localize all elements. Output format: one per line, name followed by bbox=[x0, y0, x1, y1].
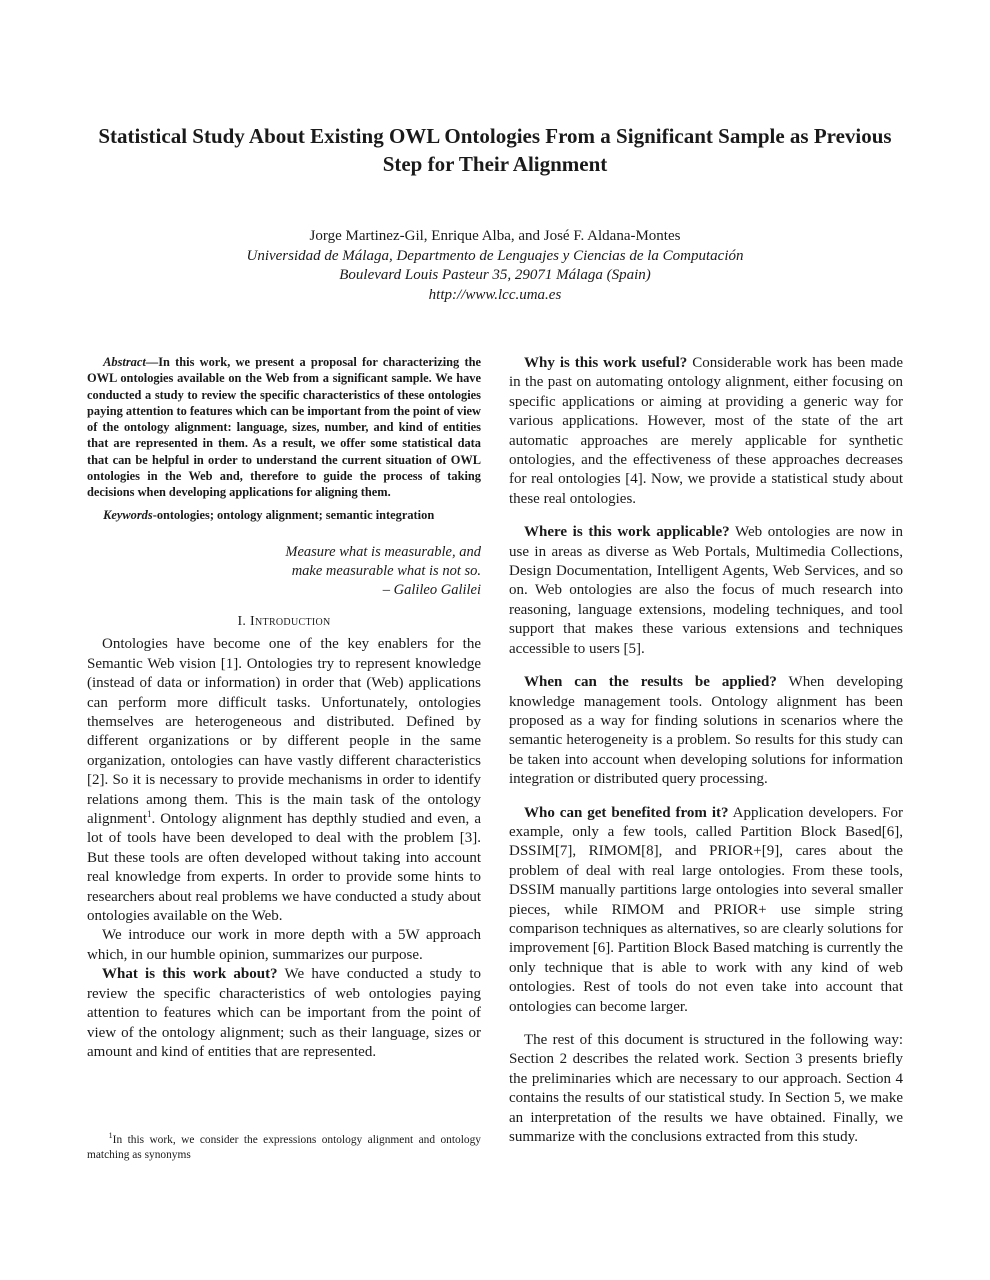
author-names: Jorge Martinez-Gil, Enrique Alba, and José F. Aldana-Montes bbox=[309, 228, 681, 244]
footnote-mark: 1 bbox=[108, 1131, 113, 1141]
what-question: What is this work about? bbox=[102, 966, 278, 983]
right-column bbox=[509, 354, 903, 1147]
epigraph-attribution: – Galileo Galilei bbox=[382, 581, 481, 598]
section-heading-introduction bbox=[87, 612, 481, 631]
when-text: When developing knowledge management tools. Ontology alignment has been proposed as a way for finding solutions in scenarios where the semantic heterogeneity is a problem. So results for this study can be taken into account when developing solutions for information integration or distributed query processing. bbox=[509, 674, 903, 788]
epigraph-line-2: make measurable what is not so. bbox=[291, 562, 481, 579]
where-paragraph bbox=[509, 523, 903, 659]
where-question: Where is this work applicable? bbox=[524, 524, 730, 541]
intro-paragraph-2: We introduce our work in more depth with a 5W approach which, in our humble opinion, summarizes our purpose. bbox=[87, 927, 481, 963]
intro-paragraph-1-part-b: . Ontology alignment has depthly studied and even, a lot of tools have been developed to deal with the problem [3]. But these tools are often developed without taking into account real knowledge from experts. In order to provide some hints to researchers about real problems we have conducted a study about ontologies available on the Web. bbox=[87, 811, 481, 925]
keywords bbox=[87, 507, 481, 523]
who-paragraph bbox=[509, 804, 903, 1017]
epigraph bbox=[87, 543, 481, 600]
footnote-text: In this work, we consider the expressions ontology alignment and ontology matching as synonyms bbox=[87, 1134, 481, 1161]
author-block bbox=[90, 227, 900, 305]
where-text: Web ontologies are now in use in areas as diverse as Web Portals, Multimedia Collections, Design Documentation, Intelligent Agents, Web Services, and so on. Web ontologies are also the focus of much research into reasoning, language extensions, modeling techniques, and tool support that makes these various extensions and techniques accessible to users [5]. bbox=[509, 524, 903, 657]
why-text: Considerable work has been made in the past on automating ontology alignment, either focusing on specific applications or aiming at providing a generic way for various applications. However, most of the state of the art automatic approaches are merely applicable for synthetic ontologies, and the effectiveness of these approaches decreases for real ontologies [4]. Now, we provide a statistical study about these real ontologies. bbox=[509, 355, 903, 507]
why-paragraph bbox=[509, 354, 903, 509]
section-title: Introduction bbox=[250, 613, 331, 629]
what-paragraph bbox=[87, 965, 481, 1062]
epigraph-line-1: Measure what is measurable, and bbox=[285, 543, 481, 560]
section-numeral: I. bbox=[237, 613, 247, 629]
footnote-ref[interactable]: 1 bbox=[147, 809, 152, 820]
author-url[interactable]: http://www.lcc.uma.es bbox=[428, 286, 562, 303]
who-text: Application developers. For example, only a few tools, called Partition Block Based[6], DSSIM[7], RIMOM[8], and PRIOR+[9], cares about the problem of deal with real large ontologies. From these tools, DSSIM manually partitions large ontologies into several smaller pieces, while RIMOM and PRIOR+ use simple string comparison techniques as alternatives, so are clearly solutions for improvement [6]. Partition Block Based matching is currently the only technique that is able to work with any kind of web ontologies. Rest of tools do not even take into account that ontologies can become larger. bbox=[509, 804, 903, 1015]
paper-title: Statistical Study About Existing OWL Ontologies From a Significant Sample as Previous Step for Their Alignment bbox=[98, 124, 892, 176]
what-text: We have conducted a study to review the specific characteristics of web ontologies paying attention to features which can be important from the point of view of the ontology alignment; such as their language, sizes or amount and kind of entities that are represented. bbox=[87, 966, 481, 1060]
keywords-text: -ontologies; ontology alignment; semantic integration bbox=[152, 507, 435, 522]
intro-paragraph-1 bbox=[87, 635, 481, 926]
who-question: Who can get benefited from it? bbox=[524, 804, 729, 821]
why-question: Why is this work useful? bbox=[524, 355, 688, 371]
author-address: Boulevard Louis Pasteur 35, 29071 Málaga (Spain) bbox=[339, 267, 651, 283]
abstract-text: —In this work, we present a proposal for characterizing the OWL ontologies available on the Web from a significant sample. We have conducted a study to review the specific characteristics of these ontologies paying attention to features which can be important from the point of view of the ontology alignment: language, sizes, number, and kind of entities that are represented in them. As a result, we offer some statistical data that can be helpful in order to understand the current situation of OWL ontologies in the Web and, therefore to guide the process of taking decisions when developing applications for aligning them. bbox=[87, 355, 481, 500]
author-affiliation: Universidad de Málaga, Departmento de Lenguajes y Ciencias de la Computación bbox=[246, 247, 744, 264]
structure-paragraph: The rest of this document is structured in the following way: Section 2 describes the related work. Section 3 presents briefly the preliminaries which are necessary to our approach. Section 4 contains the results of our statistical study. In Section 5, we make an interpretation of the results we have obtained. Finally, we summarize with the conclusions extracted from this study. bbox=[509, 1032, 903, 1146]
when-question: When can the results be applied? bbox=[524, 674, 777, 691]
footnote bbox=[87, 1133, 481, 1163]
left-column bbox=[87, 354, 481, 1062]
keywords-label: Keywords bbox=[103, 507, 153, 522]
abstract-label: Abstract bbox=[103, 355, 146, 369]
intro-paragraph-1-part-a: Ontologies have become one of the key enablers for the Semantic Web vision [1]. Ontologies try to represent knowledge (instead of data or information) in order that (Web) applications can perform more difficult tasks. Unfortunately, ontologies themselves are heterogeneous and distributed. Defined by different organizations or by different people in the same organization, ontologies can have vastly different characteristics [2]. So it is necessary to provide mechanisms in order to identify relations among them. This is the main task of the ontology alignment bbox=[87, 636, 481, 828]
when-paragraph bbox=[509, 673, 903, 789]
abstract bbox=[87, 354, 481, 501]
